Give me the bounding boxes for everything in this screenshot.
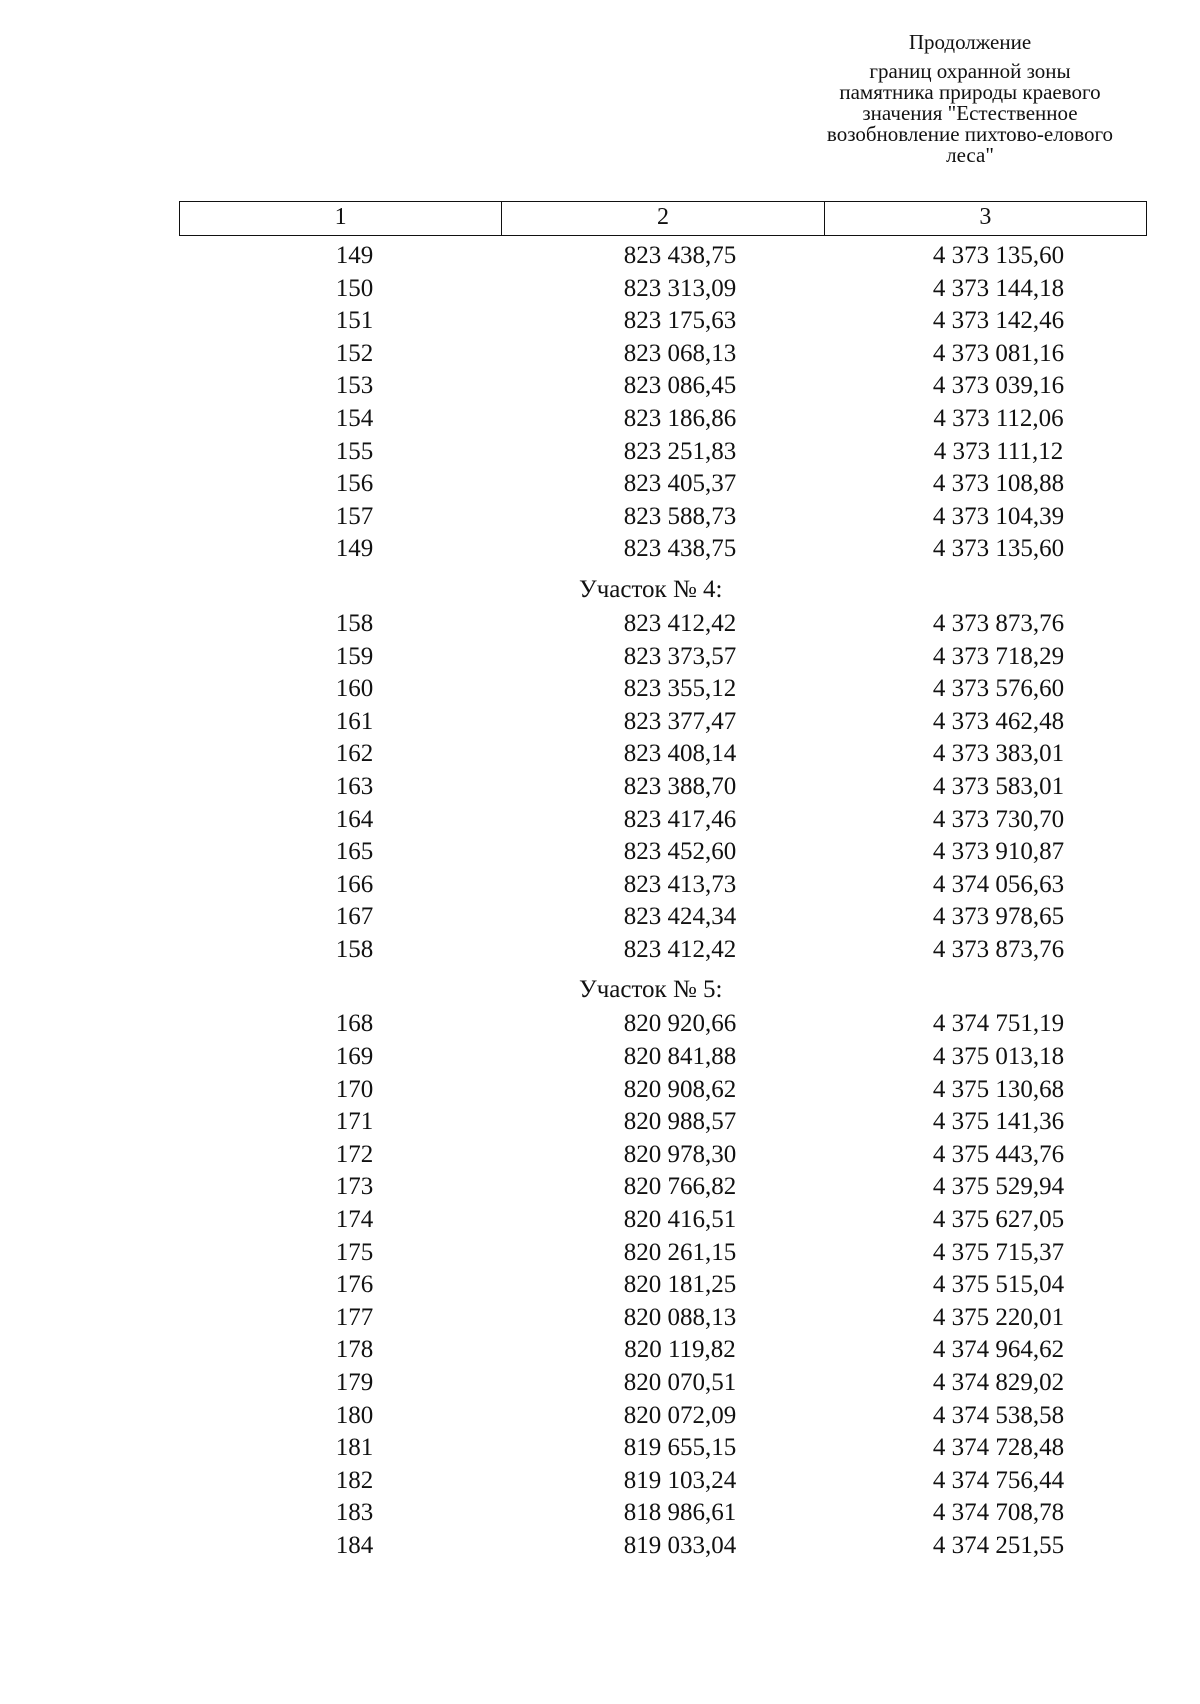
coordinate-x: 819 033,04 [623, 1531, 737, 1559]
point-number: 153 [335, 372, 374, 400]
coordinate-x: 823 417,46 [623, 805, 737, 833]
table-row [179, 501, 1147, 534]
table-row [179, 403, 1147, 436]
column-header-3: 3 [979, 204, 992, 230]
table-row [179, 641, 1147, 674]
point-number: 179 [335, 1369, 374, 1396]
coordinate-x: 820 119,82 [624, 1336, 736, 1364]
point-number: 171 [335, 1108, 374, 1136]
coordinate-y: 4 373 039,16 [932, 372, 1065, 400]
coordinate-table-body [179, 240, 1147, 1563]
coordinate-y: 4 373 873,76 [932, 609, 1065, 637]
table-row [179, 1171, 1147, 1204]
table-row [179, 1530, 1147, 1563]
table-row [179, 1074, 1147, 1107]
coordinate-x: 823 388,70 [623, 772, 737, 800]
coordinate-y: 4 375 529,94 [932, 1173, 1065, 1201]
point-number: 159 [335, 642, 374, 670]
coordinate-x: 823 408,14 [623, 740, 737, 768]
coordinate-x: 823 424,34 [623, 903, 737, 931]
coordinate-y: 4 373 135,60 [932, 535, 1065, 563]
table-row [179, 934, 1147, 967]
point-number: 181 [335, 1434, 374, 1462]
table-row [179, 468, 1147, 501]
point-number: 156 [335, 470, 374, 498]
coordinate-y: 4 374 056,63 [932, 870, 1065, 898]
coordinate-y: 4 373 383,01 [932, 740, 1065, 768]
coordinate-y: 4 375 220,01 [932, 1303, 1065, 1331]
coordinate-x: 823 251,83 [623, 437, 737, 465]
coordinate-y: 4 374 829,02 [932, 1369, 1065, 1396]
coordinate-y: 4 373 142,46 [932, 307, 1065, 335]
table-row [179, 738, 1147, 771]
point-number: 173 [335, 1173, 374, 1201]
coordinate-x: 820 908,62 [623, 1075, 737, 1103]
table-row [179, 240, 1147, 273]
point-number: 150 [335, 274, 374, 302]
coordinate-y: 4 375 013,18 [932, 1043, 1065, 1071]
coordinate-x: 820 978,30 [623, 1140, 737, 1168]
coordinate-y: 4 374 708,78 [932, 1499, 1065, 1527]
coordinate-x: 823 438,75 [623, 535, 737, 563]
coordinate-x: 823 412,42 [623, 935, 737, 963]
table-row [179, 901, 1147, 934]
coordinate-y: 4 373 730,70 [932, 805, 1065, 833]
point-number: 149 [335, 535, 374, 563]
point-number: 175 [335, 1238, 374, 1266]
coordinate-x: 820 841,88 [623, 1043, 737, 1071]
coordinate-x: 823 186,86 [623, 404, 737, 432]
table-row [179, 1139, 1147, 1172]
table-row [179, 1041, 1147, 1074]
table-row [179, 1432, 1147, 1465]
table-row [179, 1204, 1147, 1237]
coordinate-y: 4 373 111,12 [933, 437, 1064, 465]
table-row [179, 771, 1147, 804]
coordinate-x: 823 438,75 [623, 242, 737, 269]
point-number: 170 [335, 1075, 374, 1103]
section-title: Участок № 4: [579, 575, 723, 603]
coordinate-y: 4 374 251,55 [932, 1531, 1065, 1559]
point-number: 154 [335, 404, 374, 432]
column-header-row [179, 201, 1147, 236]
coordinate-y: 4 373 081,16 [932, 339, 1065, 367]
point-number: 180 [335, 1401, 374, 1429]
point-number: 167 [335, 903, 374, 931]
coordinate-y: 4 374 964,62 [932, 1336, 1065, 1364]
table-row [179, 1269, 1147, 1302]
header-description: границ охранной зоны памятника природы краевого значения "Естественное возобновление пихтово-елового леса" [826, 59, 1114, 167]
point-number: 182 [335, 1466, 374, 1494]
coordinate-x: 818 986,61 [623, 1499, 737, 1527]
coordinate-y: 4 373 112,06 [933, 404, 1064, 432]
coordinate-y: 4 373 576,60 [932, 675, 1065, 703]
point-number: 152 [335, 339, 374, 367]
coordinate-x: 823 405,37 [623, 470, 737, 498]
coordinate-x: 823 313,09 [623, 274, 737, 302]
table-row [179, 836, 1147, 869]
point-number: 168 [335, 1010, 374, 1038]
coordinate-x: 820 181,25 [623, 1271, 737, 1299]
coordinate-y: 4 374 728,48 [932, 1434, 1065, 1462]
coordinate-x: 820 766,82 [623, 1173, 737, 1201]
coordinate-x: 819 103,24 [623, 1466, 737, 1494]
table-row [179, 436, 1147, 469]
coordinate-x: 823 412,42 [623, 609, 737, 637]
coordinate-x: 823 377,47 [623, 707, 737, 735]
coordinate-x: 823 175,63 [623, 307, 737, 335]
table-row [179, 1334, 1147, 1367]
table-row [179, 1367, 1147, 1400]
coordinate-y: 4 373 978,65 [932, 903, 1065, 931]
table-row [179, 1400, 1147, 1433]
point-number: 184 [335, 1531, 374, 1559]
point-number: 161 [335, 707, 374, 735]
section-title: Участок № 5: [579, 976, 723, 1004]
coordinate-y: 4 373 135,60 [932, 242, 1065, 269]
point-number: 178 [335, 1336, 374, 1364]
coordinate-x: 823 452,60 [623, 838, 737, 866]
coordinate-y: 4 373 104,39 [932, 502, 1065, 530]
table-row [179, 673, 1147, 706]
coordinate-y: 4 374 751,19 [932, 1010, 1065, 1038]
column-header-2: 2 [502, 202, 824, 235]
coordinate-y: 4 374 538,58 [932, 1401, 1065, 1429]
coordinate-y: 4 373 144,18 [932, 274, 1065, 302]
table-row [179, 1106, 1147, 1139]
table-row [179, 804, 1147, 837]
point-number: 157 [335, 502, 374, 530]
coordinate-y: 4 373 462,48 [932, 707, 1065, 735]
table-row [179, 1497, 1147, 1530]
coordinate-x: 823 355,12 [623, 675, 737, 703]
coordinate-x: 820 261,15 [623, 1238, 737, 1266]
coordinate-y: 4 375 627,05 [932, 1206, 1065, 1234]
document-header [790, 32, 1150, 166]
point-number: 165 [335, 838, 374, 866]
point-number: 155 [335, 437, 374, 465]
point-number: 174 [335, 1206, 374, 1234]
coordinate-x: 820 072,09 [623, 1401, 737, 1429]
coordinate-y: 4 373 108,88 [932, 470, 1065, 498]
point-number: 158 [335, 935, 374, 963]
point-number: 163 [335, 772, 374, 800]
point-number: 166 [335, 870, 374, 898]
coordinate-y: 4 375 515,04 [932, 1271, 1065, 1299]
table-row [179, 338, 1147, 371]
coordinate-y: 4 375 141,36 [932, 1108, 1065, 1136]
coordinate-x: 820 920,66 [623, 1010, 737, 1038]
point-number: 160 [335, 675, 374, 703]
point-number: 183 [335, 1499, 374, 1527]
coordinate-x: 820 416,51 [623, 1206, 737, 1234]
coordinate-y: 4 375 715,37 [932, 1238, 1065, 1266]
table-row [179, 608, 1147, 641]
table-row [179, 273, 1147, 306]
coordinate-x: 823 068,13 [623, 339, 737, 367]
table-row [179, 1465, 1147, 1498]
table-row [179, 305, 1147, 338]
column-header-1: 1 [180, 202, 502, 235]
coordinate-x: 823 588,73 [623, 502, 737, 530]
point-number: 149 [335, 242, 374, 269]
point-number: 169 [335, 1043, 374, 1071]
point-number: 164 [335, 805, 374, 833]
coordinate-x: 820 070,51 [623, 1369, 737, 1396]
coordinate-y: 4 374 756,44 [932, 1466, 1065, 1494]
coordinate-y: 4 375 443,76 [932, 1140, 1065, 1168]
table-row [179, 370, 1147, 403]
point-number: 151 [335, 307, 374, 335]
point-number: 177 [335, 1303, 374, 1331]
point-number: 176 [335, 1271, 374, 1299]
continuation-label: Продолжение [908, 30, 1032, 54]
table-row [179, 533, 1147, 566]
coordinate-y: 4 373 873,76 [932, 935, 1065, 963]
coordinate-y: 4 373 910,87 [932, 838, 1065, 866]
coordinate-x: 820 988,57 [623, 1108, 737, 1136]
table-row [179, 1237, 1147, 1270]
table-row [179, 1008, 1147, 1041]
point-number: 162 [335, 740, 374, 768]
coordinate-x: 823 413,73 [623, 870, 737, 898]
coordinate-y: 4 375 130,68 [932, 1075, 1065, 1103]
table-row [179, 706, 1147, 739]
table-row [179, 1302, 1147, 1335]
coordinate-x: 823 086,45 [623, 372, 737, 400]
coordinate-x: 823 373,57 [623, 642, 737, 670]
coordinate-y: 4 373 583,01 [932, 772, 1065, 800]
coordinate-x: 820 088,13 [623, 1303, 737, 1331]
point-number: 158 [335, 609, 374, 637]
coordinate-y: 4 373 718,29 [932, 642, 1065, 670]
table-row [179, 869, 1147, 902]
coordinate-x: 819 655,15 [623, 1434, 737, 1462]
point-number: 172 [335, 1140, 374, 1168]
